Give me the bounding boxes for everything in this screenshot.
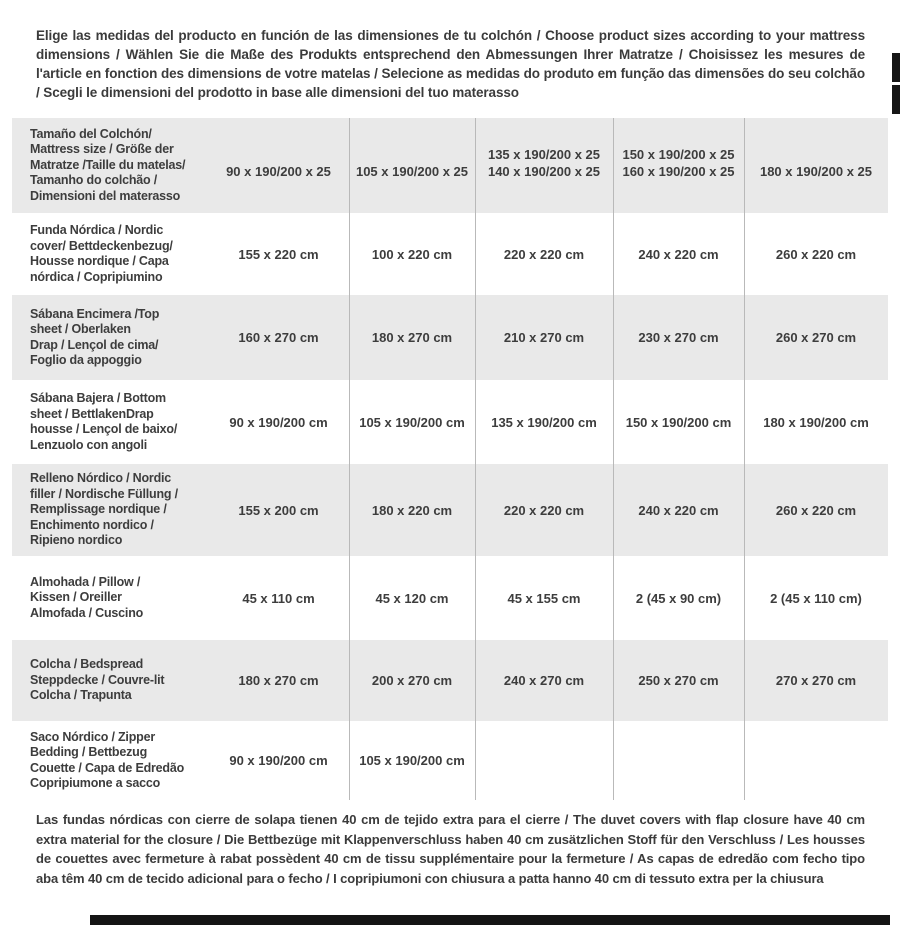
size-cell: 240 x 270 cm — [503, 673, 585, 688]
right-edge-mark — [892, 85, 900, 114]
size-cell: 180 x 270 cm — [238, 673, 319, 688]
table-row — [12, 118, 888, 213]
column-divider — [613, 118, 614, 800]
size-cell: 210 x 270 cm — [503, 330, 585, 345]
size-cell: 230 x 270 cm — [638, 330, 719, 345]
row-label: Saco Nórdico / Zipper Bedding / Bettbezug Couette / Capa de Edredão Copripiumone a sacco — [30, 729, 185, 790]
size-cell: 150 x 190/200 x 25 160 x 190/200 x 25 — [622, 147, 735, 179]
row-label: Sábana Bajera / Bottom sheet / BettlakenDrap housse / Lençol de baixo/ Lenzuolo con angoli — [30, 391, 178, 452]
size-cell: 135 x 190/200 cm — [491, 414, 597, 430]
intro-text: Elige las medidas del producto en función de las dimensiones de tu colchón / Choose product sizes according to your mattress dimensions / Wählen Sie die Maße des Produkts entsprechend den Abmessungen Ihrer Matratze / Choisissez les mesures de l'article en fonction des dimensions de votre matelas / Selecione as medidas do produto em função das dimensões do seu colchão / Scegli le dimensioni del prodotto in base alle dimensioni del tuo materasso — [36, 28, 865, 100]
size-cell: 270 x 270 cm — [775, 673, 857, 688]
table-row — [12, 213, 888, 295]
bottom-bar-artifact — [90, 915, 890, 925]
size-cell: 180 x 190/200 x 25 — [759, 164, 873, 179]
table-row — [12, 380, 888, 464]
size-cell: 180 x 220 cm — [371, 502, 453, 518]
row-label: Colcha / Bedspread Steppdecke / Couvre-lit Colcha / Trapunta — [30, 657, 165, 703]
size-cell: 260 x 220 cm — [775, 502, 857, 518]
row-label: Sábana Encimera /Top sheet / Oberlaken Drap / Lençol de cima/ Foglio da appoggio — [30, 306, 160, 367]
size-cell: 260 x 270 cm — [775, 330, 857, 345]
size-cell: 250 x 270 cm — [638, 673, 719, 688]
size-cell: 90 x 190/200 cm — [229, 414, 328, 430]
size-cell: 180 x 270 cm — [371, 330, 453, 345]
size-cell: 105 x 190/200 cm — [359, 414, 465, 430]
size-table — [12, 118, 888, 800]
right-edge-mark — [892, 53, 900, 82]
size-cell: 105 x 190/200 x 25 — [355, 164, 469, 179]
row-label: Tamaño del Colchón/ Mattress size / Größe der Matratze /Taille du matelas/ Tamanho do colchão / Dimensioni del materasso — [30, 126, 186, 203]
column-divider — [744, 118, 745, 800]
size-cell: 135 x 190/200 x 25 140 x 190/200 x 25 — [487, 147, 601, 179]
size-cell: 240 x 220 cm — [638, 246, 719, 262]
table-row — [12, 295, 888, 380]
table-row — [12, 464, 888, 556]
size-cell: 155 x 200 cm — [238, 502, 319, 518]
size-cell: 45 x 110 cm — [242, 590, 315, 606]
size-cell — [744, 721, 888, 800]
row-label: Almohada / Pillow / Kissen / Oreiller Almofada / Cuscino — [30, 574, 144, 620]
table-row — [12, 640, 888, 721]
size-cell: 150 x 190/200 cm — [625, 414, 732, 430]
table-row — [12, 556, 888, 640]
column-divider — [475, 118, 476, 800]
size-cell: 2 (45 x 90 cm) — [635, 590, 722, 606]
size-cell: 220 x 220 cm — [503, 502, 585, 518]
size-cell: 260 x 220 cm — [775, 246, 857, 262]
size-cell: 160 x 270 cm — [238, 330, 319, 345]
size-cell: 45 x 155 cm — [507, 590, 581, 606]
size-cell: 155 x 220 cm — [238, 246, 319, 262]
size-cell: 90 x 190/200 x 25 — [226, 164, 331, 179]
size-cell — [475, 721, 613, 800]
size-cell: 45 x 120 cm — [375, 590, 449, 606]
size-guide-page — [0, 26, 900, 926]
size-cell: 240 x 220 cm — [638, 502, 719, 518]
size-cell: 220 x 220 cm — [503, 246, 585, 262]
row-label: Funda Nórdica / Nordic cover/ Bettdeckenbezug/ Housse nordique / Capa nórdica / Copripiumino — [30, 223, 173, 284]
size-cell: 180 x 190/200 cm — [763, 414, 869, 430]
size-cell: 100 x 220 cm — [371, 246, 453, 262]
row-label: Relleno Nórdico / Nordic filler / Nordische Füllung / Remplissage nordique / Enchimento nordico / Ripieno nordico — [30, 471, 178, 548]
table-row — [12, 721, 888, 800]
column-divider — [349, 118, 350, 800]
size-cell: 200 x 270 cm — [371, 673, 453, 688]
footer-note: Las fundas nórdicas con cierre de solapa tienen 40 cm de tejido extra para el cierre / The duvet covers with flap closure have 40 cm extra material for the closure / Die Bettbezüge mit Klappenverschluss haben 40 cm zusätzlichen Stoff für den Verschluss / Les housses de couettes avec fermeture à rabat possèdent 40 cm de tissu supplémentaire pour la fermeture / As capas de edredão com fecho tipo aba têm 40 cm de tecido adicional para o fecho / I copripiumoni con chiusura a patta hanno 40 cm di tessuto extra per la chiusura — [36, 812, 865, 886]
size-cell: 2 (45 x 110 cm) — [770, 590, 862, 606]
table-rows — [12, 118, 888, 800]
size-cell: 105 x 190/200 cm — [359, 753, 465, 768]
size-cell: 90 x 190/200 cm — [229, 753, 328, 768]
size-cell — [613, 721, 744, 800]
